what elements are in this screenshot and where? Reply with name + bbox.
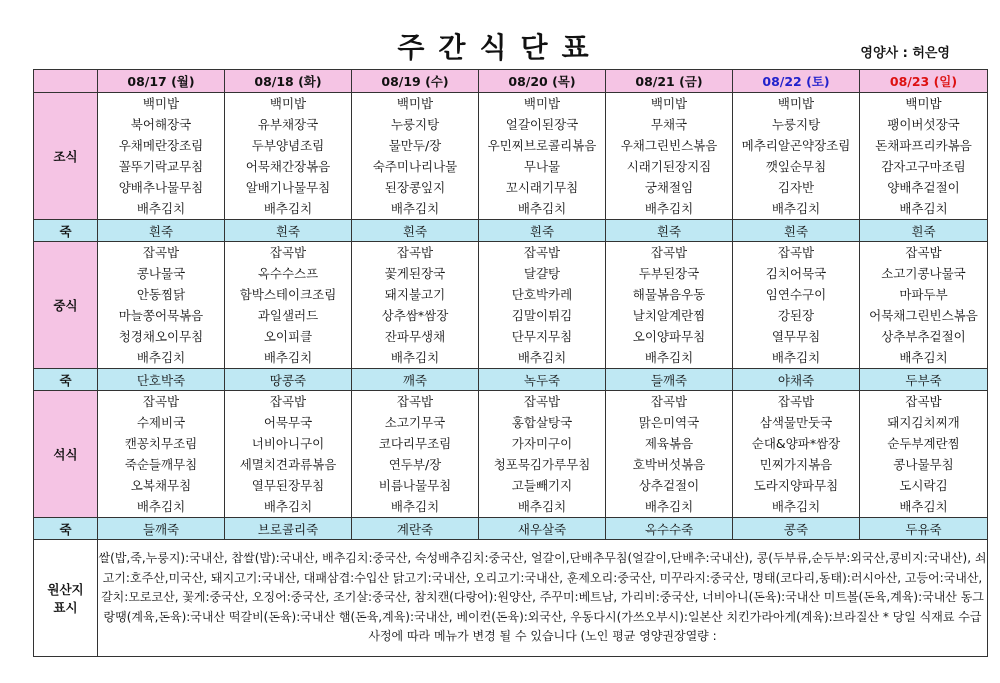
menu-item: 호박버섯볶음 [632,457,706,472]
menu-item: 배추김치 [771,201,821,216]
lunch-cell [225,242,352,369]
porridge-cell: 계란죽 [352,518,479,540]
date-header: 08/17 (월) [98,70,225,93]
menu-item: 임연수구이 [765,287,827,302]
menu-item: 배추김치 [517,350,567,365]
dinner-cell [225,391,352,518]
menu-item: 무채국 [650,117,688,132]
porridge-label: 죽 [34,518,98,540]
breakfast-porridge-row [34,220,988,242]
menu-item: 누룽지탕 [771,117,821,132]
breakfast-cell [860,93,988,220]
porridge-cell: 단호박죽 [98,369,225,391]
menu-item: 잡곡밥 [396,245,434,260]
menu-item: 배추김치 [263,201,313,216]
menu-item: 오이양파무침 [632,329,706,344]
menu-item: 마늘쫑어묵볶음 [118,308,204,323]
menu-item: 콩나물무침 [893,457,954,472]
menu-item: 꼴뚜기락교무침 [118,159,204,174]
porridge-cell: 두유죽 [860,518,988,540]
porridge-cell: 흰죽 [860,220,988,242]
menu-item: 삼색물만둣국 [759,415,833,430]
menu-item: 코다리무조림 [378,436,452,451]
menu-item: 돈채파프리카볶음 [875,138,972,153]
menu-item: 시래기된장지짐 [626,159,712,174]
menu-item: 어묵채그린빈스볶음 [869,308,978,323]
menu-item: 배추김치 [390,499,440,514]
dinner-porridge-row [34,518,988,540]
menu-item: 잡곡밥 [777,245,815,260]
breakfast-cell [479,93,606,220]
menu-item: 팽이버섯장국 [887,117,960,132]
menu-item: 홍합살탕국 [511,415,573,430]
menu-item: 순대&양파*쌈장 [751,436,841,451]
menu-item: 잡곡밥 [650,245,688,260]
menu-item: 두부양념조림 [251,138,325,153]
lunch-porridge-row [34,369,988,391]
porridge-cell: 깨죽 [352,369,479,391]
menu-item: 백미밥 [777,96,815,111]
menu-item: 김치어묵국 [765,266,827,281]
lunch-row [34,242,988,369]
origin-text: 쌀(밥,죽,누룽지):국내산, 찹쌀(밥):국내산, 배추김치:중국산, 숙성배추김치:중국산, 얼갈이,단배추무침(얼갈이,단배추:국내산), 콩(두부류,순두부:외국산,콩비지:국내산), 쇠고기:호주산,미국산, 돼지고기:국내산, 대패삼겹:수입산 닭고기:국내산, 오리고기:국내산, 훈제오리:중국산, 미꾸라지:중국산, 명태(코다리,동태):러시아산, 고등어:국내산, 갈치:모로코산, 꽃게:중국산, 오징어:중국산, 조기살:중국산, 참치캔(다랑어):원양산, 주꾸미:베트남, 가리비:중국산, 너비아니(돈육):국내산 미트볼(돈육,계육):국내산 동그랑땡(계육,돈육):국내산 떡갈비(돈육):국내산 햄(돈육,계육):국내산, 베이컨(돈육):외국산, 우동다시(가쓰오부시):일본산 치킨가라아게(계육):브라질산 * 당일 식재료 수급 사정에 따라 메뉴가 변경 될 수 있습니다 (노인 평균 영양권장열량 : [98,540,988,657]
menu-item: 백미밥 [650,96,688,111]
menu-item: 잡곡밥 [142,394,180,409]
menu-item: 배추김치 [136,201,186,216]
menu-item: 열무무침 [771,329,821,344]
menu-item: 물만두/장 [388,138,442,153]
menu-item: 배추김치 [771,350,821,365]
lunch-cell [860,242,988,369]
menu-item: 연두부/장 [388,457,442,472]
menu-item: 죽순들깨무침 [124,457,198,472]
dinner-row [34,391,988,518]
menu-item: 백미밥 [396,96,434,111]
menu-item: 양배추나물무침 [118,180,204,195]
menu-item: 궁채절임 [644,180,694,195]
menu-item: 도시락김 [899,478,948,493]
menu-item: 누룽지탕 [390,117,440,132]
porridge-label: 죽 [34,220,98,242]
lunch-cell [733,242,860,369]
menu-item: 순두부계란찜 [887,436,960,451]
porridge-cell: 녹두죽 [479,369,606,391]
porridge-cell: 흰죽 [352,220,479,242]
menu-item: 김말이튀김 [511,308,573,323]
date-header: 08/19 (수) [352,70,479,93]
porridge-cell: 흰죽 [606,220,733,242]
menu-item: 오이피클 [263,329,313,344]
menu-item: 돼지불고기 [384,287,446,302]
menu-table [33,69,988,657]
menu-item: 우채메란장조림 [118,138,204,153]
menu-item: 단무지무침 [511,329,573,344]
menu-item: 도라지양파무침 [753,478,839,493]
porridge-cell: 흰죽 [733,220,860,242]
lunch-cell [352,242,479,369]
menu-item: 백미밥 [142,96,180,111]
breakfast-row [34,93,988,220]
origin-label: 원산지 표시 [34,540,98,657]
lunch-cell [98,242,225,369]
lunch-label: 중식 [34,242,98,369]
menu-item: 잡곡밥 [905,245,942,260]
menu-item: 콩나물국 [136,266,186,281]
menu-item: 청포묵김가루무침 [493,457,591,472]
dinner-cell [479,391,606,518]
menu-item: 배추김치 [517,499,567,514]
menu-item: 비름나물무침 [378,478,452,493]
menu-item: 청경채오이무침 [118,329,204,344]
menu-item: 과일샐러드 [257,308,319,323]
menu-item: 맑은미역국 [638,415,700,430]
date-header: 08/20 (목) [479,70,606,93]
menu-item: 북어해장국 [130,117,192,132]
porridge-cell: 땅콩죽 [225,369,352,391]
porridge-cell: 브로콜리죽 [225,518,352,540]
menu-item: 배추김치 [644,201,694,216]
porridge-cell: 흰죽 [225,220,352,242]
menu-item: 잡곡밥 [777,394,815,409]
menu-item: 어묵무국 [263,415,313,430]
menu-item: 배추김치 [390,350,440,365]
menu-item: 소고기콩나물국 [881,266,966,281]
menu-item: 숙주미나리나물 [372,159,458,174]
menu-item: 달걀탕 [523,266,561,281]
breakfast-label: 조식 [34,93,98,220]
menu-item: 우채그린빈스볶음 [620,138,718,153]
menu-item: 캔꽁치무조림 [124,436,198,451]
menu-item: 메추리알곤약장조림 [741,138,851,153]
breakfast-cell [98,93,225,220]
porridge-cell: 흰죽 [98,220,225,242]
date-header: 08/21 (금) [606,70,733,93]
menu-item: 오복채무침 [130,478,192,493]
menu-item: 수제비국 [136,415,186,430]
menu-item: 돼지김치찌개 [887,415,960,430]
menu-item: 잔파무생채 [384,329,446,344]
porridge-cell: 두부죽 [860,369,988,391]
date-header-saturday: 08/22 (토) [733,70,860,93]
date-header: 08/18 (화) [225,70,352,93]
menu-item: 알배기나물무침 [245,180,331,195]
breakfast-cell [352,93,479,220]
menu-item: 꽃게된장국 [384,266,446,281]
menu-item: 잡곡밥 [269,394,307,409]
menu-item: 어묵채간장볶음 [245,159,331,174]
menu-item: 소고기무국 [384,415,446,430]
corner-cell [34,70,98,93]
menu-item: 꼬시래기무침 [505,180,579,195]
menu-item: 배추김치 [899,499,948,514]
porridge-cell: 들깨죽 [98,518,225,540]
dinner-cell [98,391,225,518]
menu-item: 배추김치 [263,499,313,514]
date-header-row [34,70,988,93]
menu-item: 잡곡밥 [396,394,434,409]
menu-item: 된장콩잎지 [384,180,446,195]
menu-item: 잡곡밥 [269,245,307,260]
menu-item: 제육볶음 [644,436,694,451]
porridge-cell: 야채죽 [733,369,860,391]
menu-item: 백미밥 [269,96,307,111]
dinner-cell [860,391,988,518]
porridge-cell: 콩죽 [733,518,860,540]
lunch-cell [606,242,733,369]
menu-item: 옥수수스프 [257,266,319,281]
menu-item: 마파두부 [899,287,948,302]
menu-item: 잡곡밥 [523,394,561,409]
menu-item: 해물볶음우동 [632,287,706,302]
porridge-cell: 흰죽 [479,220,606,242]
porridge-cell: 새우살죽 [479,518,606,540]
menu-item: 배추김치 [263,350,313,365]
dinner-cell [352,391,479,518]
menu-item: 유부채장국 [257,117,319,132]
menu-item: 무나물 [523,159,561,174]
menu-item: 배추김치 [517,201,567,216]
menu-item: 잡곡밥 [142,245,180,260]
menu-item: 너비아니구이 [251,436,325,451]
menu-item: 가자미구이 [511,436,573,451]
menu-item: 배추김치 [771,499,821,514]
porridge-cell: 들깨죽 [606,369,733,391]
menu-item: 열무된장무침 [251,478,325,493]
menu-item: 강된장 [777,308,815,323]
dinner-cell [733,391,860,518]
menu-item: 안동찜닭 [136,287,186,302]
menu-item: 배추김치 [136,499,186,514]
menu-item: 민찌가지볶음 [759,457,833,472]
menu-item: 잡곡밥 [905,394,942,409]
menu-item: 세멸치견과류볶음 [239,457,337,472]
menu-item: 배추김치 [644,350,694,365]
dietitian-name: 영양사 : 허은영 [860,46,950,61]
menu-item: 잡곡밥 [523,245,561,260]
breakfast-cell [733,93,860,220]
menu-item: 배추김치 [136,350,186,365]
porridge-cell: 옥수수죽 [606,518,733,540]
breakfast-cell [606,93,733,220]
origin-row [34,540,988,657]
menu-item: 백미밥 [905,96,942,111]
menu-item: 상추쌈*쌈장 [381,308,449,323]
menu-item: 잡곡밥 [650,394,688,409]
menu-item: 단호박카레 [511,287,573,302]
menu-item: 얼갈이된장국 [505,117,579,132]
menu-item: 배추김치 [644,499,694,514]
porridge-label: 죽 [34,369,98,391]
menu-item: 함박스테이크조림 [239,287,337,302]
dinner-label: 석식 [34,391,98,518]
menu-item: 우민찌브로콜리볶음 [487,138,597,153]
menu-item: 양배추겉절이 [887,180,960,195]
lunch-cell [479,242,606,369]
menu-item: 날치알계란찜 [632,308,706,323]
menu-item: 백미밥 [523,96,561,111]
page-title: 주간식단표 [397,31,603,64]
menu-item: 두부된장국 [638,266,700,281]
menu-item: 배추김치 [899,350,948,365]
menu-item: 깻잎순무침 [765,159,827,174]
menu-item: 상추부추겉절이 [881,329,966,344]
date-header-sunday: 08/23 (일) [860,70,988,93]
menu-item: 고들빼기지 [511,478,573,493]
menu-item: 배추김치 [390,201,440,216]
breakfast-cell [225,93,352,220]
menu-item: 상추겉절이 [638,478,700,493]
dinner-cell [606,391,733,518]
menu-item: 배추김치 [899,201,948,216]
menu-item: 김자반 [777,180,815,195]
menu-item: 감자고구마조림 [881,159,966,174]
